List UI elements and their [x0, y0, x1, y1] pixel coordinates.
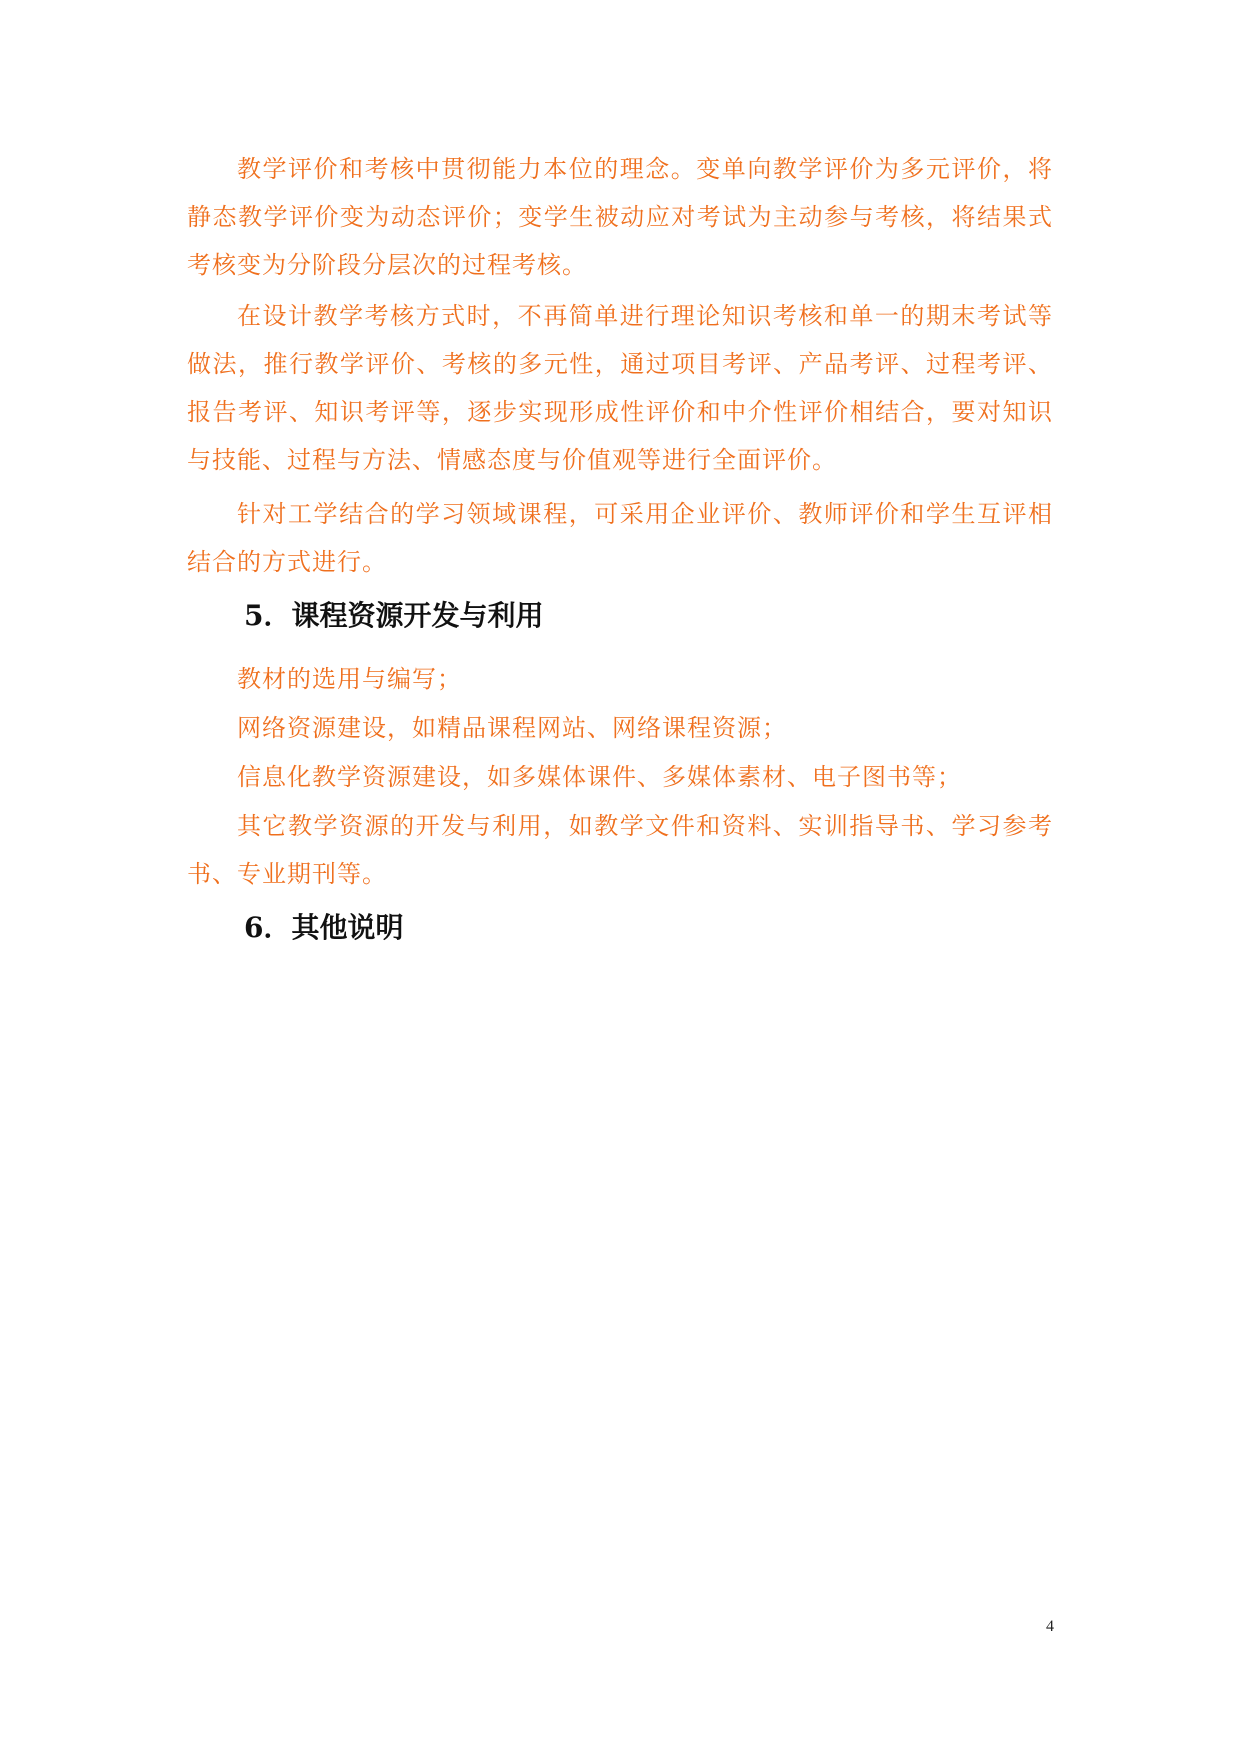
resource-item-informatization: 信息化教学资源建设，如多媒体课件、多媒体素材、电子图书等；: [237, 763, 962, 791]
paragraph-assessment-design: 在设计教学考核方式时，不再简单进行理论知识考核和单一的期末考试等做法，推行教学评价、考核的多元性，通过项目考评、产品考评、过程考评、报告考评、知识考评等，逐步实现形成性评价和中介性评价相结合，要对知识与技能、过程与方法、情感态度与价值观等进行全面评价。: [187, 302, 1053, 474]
section-6-heading: 6．其他说明: [244, 911, 404, 944]
resource-item-textbooks: 教材的选用与编写；: [237, 665, 462, 693]
page-number: 4: [1046, 1618, 1054, 1635]
paragraph-evaluation-philosophy: 教学评价和考核中贯彻能力本位的理念。变单向教学评价为多元评价，将静态教学评价变为动态评价；变学生被动应对考试为主动参与考核，将结果式考核变为分阶段分层次的过程考核。: [187, 155, 1053, 279]
resource-item-other: 其它教学资源的开发与利用，如教学文件和资料、实训指导书、学习参考书、专业期刊等。: [187, 812, 1053, 888]
section-5-heading: 5．课程资源开发与利用: [244, 599, 544, 632]
paragraph-work-integrated-evaluation: 针对工学结合的学习领域课程，可采用企业评价、教师评价和学生互评相结合的方式进行。: [187, 500, 1053, 576]
resource-item-network: 网络资源建设，如精品课程网站、网络课程资源；: [237, 714, 787, 742]
